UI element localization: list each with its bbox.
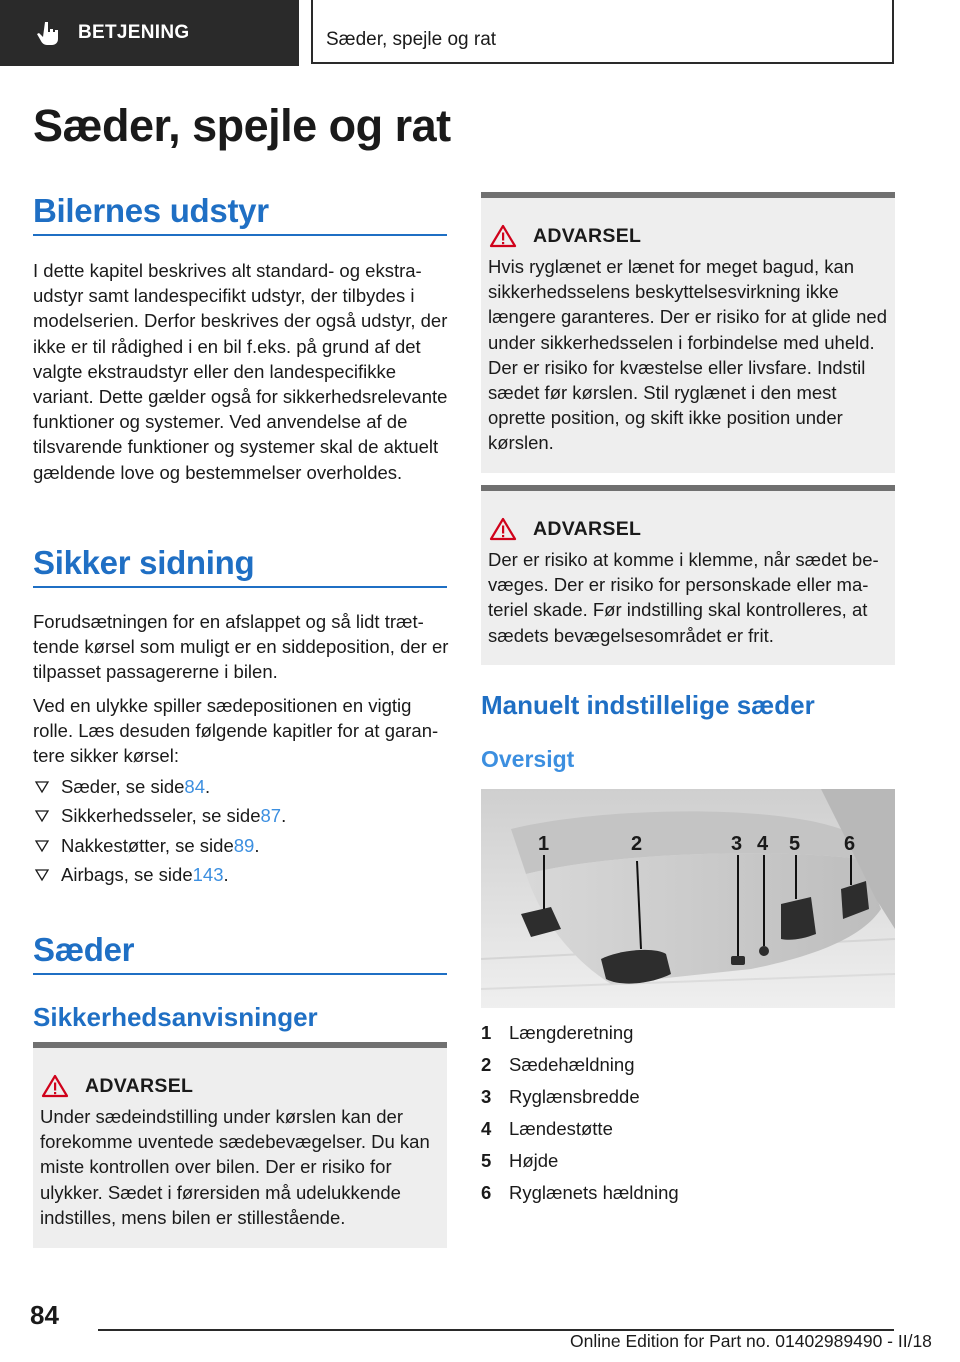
- chapter-label: BETJENING: [78, 22, 190, 43]
- bilernes-text: I dette kapitel beskrives alt standard- og ekstraudstyr samt landespecifikt udstyr, der tilbydes i modelserien. Derfor beskrives der også udstyr, der ikke er til rådighed i en bil f.eks. på grund af det valgte ekstraudstyr eller den landespecifikke variant. Dette gælder også for sikkerhedsrelevante funktioner og systemer. Ved anvendelse af de tilsvarende funktioner og systemer skal de aktuelt gældende love og bestemmelser overholdes.: [33, 260, 448, 483]
- legend-item: 1 Længderetning: [481, 1022, 634, 1043]
- warning-header: [481, 198, 895, 248]
- warning-text: Hvis ryglænet er lænet for meget bagud, kan sikkerhedsselens beskyttelsesvirkning ikke længere garanteres. Der er risiko for at glide ned under sikkerhedsselen i forbindelse med uheld. Der er risiko for kvæstelse eller livsfare. Indstil sædet før kørslen. Stil ryglænet i den mest oprette position, og skift ikke position under kørslen.: [488, 256, 887, 454]
- callout-6: 6: [844, 833, 856, 855]
- hand-pointer-icon: [34, 19, 62, 47]
- seat-controls-figure: [481, 789, 895, 1008]
- callout-4: 4: [757, 833, 769, 855]
- heading-rule: [33, 234, 447, 236]
- list-item: Sæder, se side 84 .: [33, 772, 449, 802]
- page-link[interactable]: 143: [192, 864, 224, 886]
- callout-5: 5: [789, 833, 801, 855]
- warning-label: ADVARSEL: [533, 224, 642, 247]
- heading-rule: [33, 586, 447, 588]
- heading-bilernes-udstyr: Bilernes udstyr: [33, 192, 269, 229]
- bilernes-paragraph: [33, 258, 449, 493]
- heading-manuelt-indstillelige: Manuelt indstillelige sæder: [481, 690, 815, 720]
- page-title: Sæder, spejle og rat: [33, 100, 451, 151]
- chapter-reference-list: [33, 772, 449, 890]
- list-item: Airbags, se side 143 .: [33, 861, 449, 891]
- sikker-paragraphs: [33, 609, 449, 776]
- legend-item: 3 Ryglænsbredde: [481, 1086, 640, 1107]
- warning-box: [33, 1042, 447, 1248]
- warning-triangle-icon: [489, 517, 517, 541]
- heading-oversigt: Oversigt: [481, 746, 575, 772]
- page-link[interactable]: 89: [233, 834, 255, 856]
- sikker-text-2: Ved en ulykke spiller sædepositionen en vigtig rolle. Læs desuden følgende kapitler for at garantere sikker kørsel:: [33, 694, 439, 767]
- sikker-text-1: Forudsætningen for en afslappet og så lidt trættende kørsel som muligt er en siddeposition, der er tilpasset passagererne i bilen.: [33, 611, 449, 683]
- page-link[interactable]: 84: [184, 775, 205, 797]
- warning-label: ADVARSEL: [85, 1074, 194, 1097]
- heading-rule: [33, 973, 447, 975]
- legend-item: 6 Ryglænets hældning: [481, 1182, 679, 1203]
- warning-header: [481, 491, 895, 541]
- warning-header: [33, 1048, 447, 1098]
- legend-item: 4 Lændestøtte: [481, 1118, 613, 1139]
- triangle-bullet-icon: [33, 839, 55, 853]
- section-label: Sæder, spejle og rat: [326, 29, 497, 50]
- heading-sikker-sidning: Sikker sidning: [33, 544, 255, 581]
- edition-text: Online Edition for Part no. 01402989490 - II/18: [570, 1331, 932, 1351]
- warning-text: Under sædeindstilling under kørslen kan der forekomme uventede sædebevægelser. Du kan miste kontrollen over bilen. Der er risiko for ulykker. Sædet i førersiden må udelukkende indstilles, mens bilen er stillestående.: [40, 1106, 430, 1228]
- page-link[interactable]: 87: [260, 805, 282, 827]
- warning-text: Der er risiko at komme i klemme, når sædet bevæges. Der er risiko for personskade eller materiel skade. Før indstilling skal kontrolleres, at sædets bevægelsesområdet er frit.: [488, 549, 879, 646]
- figure-legend: [481, 1017, 895, 1209]
- legend-item: 2 Sædehældning: [481, 1054, 635, 1075]
- warning-triangle-icon: [489, 224, 517, 248]
- heading-saeder: Sæder: [33, 931, 135, 968]
- triangle-bullet-icon: [33, 780, 55, 794]
- triangle-bullet-icon: [33, 868, 55, 882]
- callout-3: 3: [731, 833, 743, 855]
- warning-box: [481, 485, 895, 665]
- warning-triangle-icon: [41, 1074, 69, 1098]
- chapter-tab: [0, 0, 299, 66]
- page-number: 84: [30, 1300, 59, 1330]
- callout-2: 2: [631, 833, 643, 855]
- warning-label: ADVARSEL: [533, 517, 642, 540]
- warning-box: [481, 192, 895, 473]
- list-item: Sikkerhedsseler, se side 87 .: [33, 802, 449, 832]
- heading-sikkerhedsanvisninger: Sikkerhedsanvisninger: [33, 1002, 318, 1032]
- callout-1: 1: [538, 833, 550, 855]
- seat-illustration: [481, 789, 895, 1008]
- list-item: Nakkestøtter, se side 89 .: [33, 831, 449, 861]
- triangle-bullet-icon: [33, 809, 55, 823]
- legend-item: 5 Højde: [481, 1150, 559, 1171]
